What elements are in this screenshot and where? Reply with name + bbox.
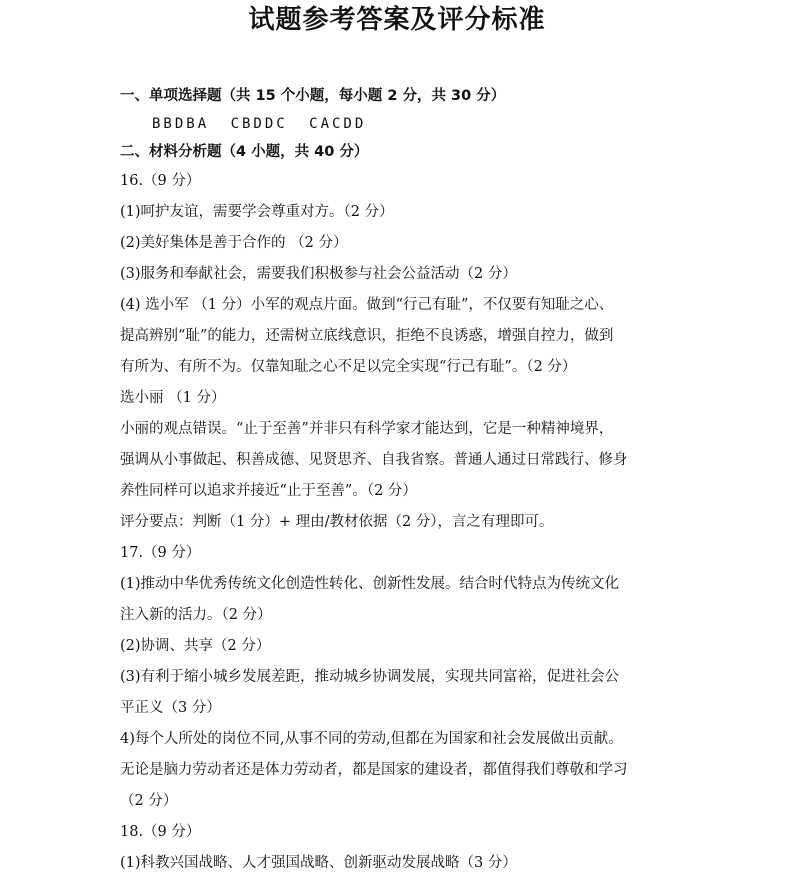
text-line: (4) 选小军 （1 分）小军的观点片面。做到“行己有耻”，不仅要有知耻之心、 [120, 297, 614, 313]
section-1-heading: 一、单项选择题（共 15 个小题，每小题 2 分，共 30 分） [120, 88, 506, 104]
text-line: 注入新的活力。（2 分） [120, 607, 272, 623]
text-line: 平正义（3 分） [120, 700, 221, 716]
text-line: 17.（9 分） [120, 545, 201, 561]
text-line: 强调从小事做起、积善成德、见贤思齐、自我省察。普通人通过日常践行、修身 [120, 452, 628, 468]
text-line: (1)科教兴国战略、人才强国战略、创新驱动发展战略（3 分） [120, 855, 517, 871]
text-line: (2)美好集体是善于合作的 （2 分） [120, 235, 348, 251]
text-line: 小丽的观点错误。“止于至善”并非只有科学家才能达到，它是一种精神境界， [120, 421, 614, 437]
text-line: (1)推动中华优秀传统文化创造性转化、创新性发展。结合时代特点为传统文化 [120, 576, 620, 592]
text-line: 无论是脑力劳动者还是体力劳动者，都是国家的建设者，都值得我们尊敬和学习 [120, 762, 628, 778]
answer-content [120, 82, 680, 879]
section-2-heading: 二、材料分析题（4 小题，共 40 分） [120, 144, 369, 160]
page-title: 试题参考答案及评分标准 [248, 5, 546, 35]
text-line: 评分要点：判断（1 分）+ 理由/教材依据（2 分），言之有理即可。 [120, 514, 554, 530]
text-line: (2)协调、共享（2 分） [120, 638, 271, 654]
text-line: (1)呵护友谊，需要学会尊重对方。（2 分） [120, 204, 394, 220]
text-line: 4)每个人所处的岗位不同,从事不同的劳动,但都在为国家和社会发展做出贡献。 [120, 731, 623, 747]
text-line: 选小丽 （1 分） [120, 390, 226, 406]
text-line: 养性同样可以追求并接近“止于至善”。（2 分） [120, 483, 417, 499]
choice-answers: BBDBA CBDDC CACDD [152, 116, 367, 132]
text-line: 提高辨别“耻”的能力，还需树立底线意识，拒绝不良诱惑，增强自控力，做到 [120, 328, 614, 344]
text-line: 16.（9 分） [120, 173, 201, 189]
text-line: (3)服务和奉献社会，需要我们积极参与社会公益活动（2 分） [120, 266, 517, 282]
text-line: 18.（9 分） [120, 824, 201, 840]
text-line: 有所为、有所不为。仅靠知耻之心不足以完全实现“行己有耻”。（2 分） [120, 359, 577, 375]
text-line: （2 分） [120, 793, 178, 809]
text-line: (3)有利于缩小城乡发展差距，推动城乡协调发展，实现共同富裕，促进社会公 [120, 669, 620, 685]
